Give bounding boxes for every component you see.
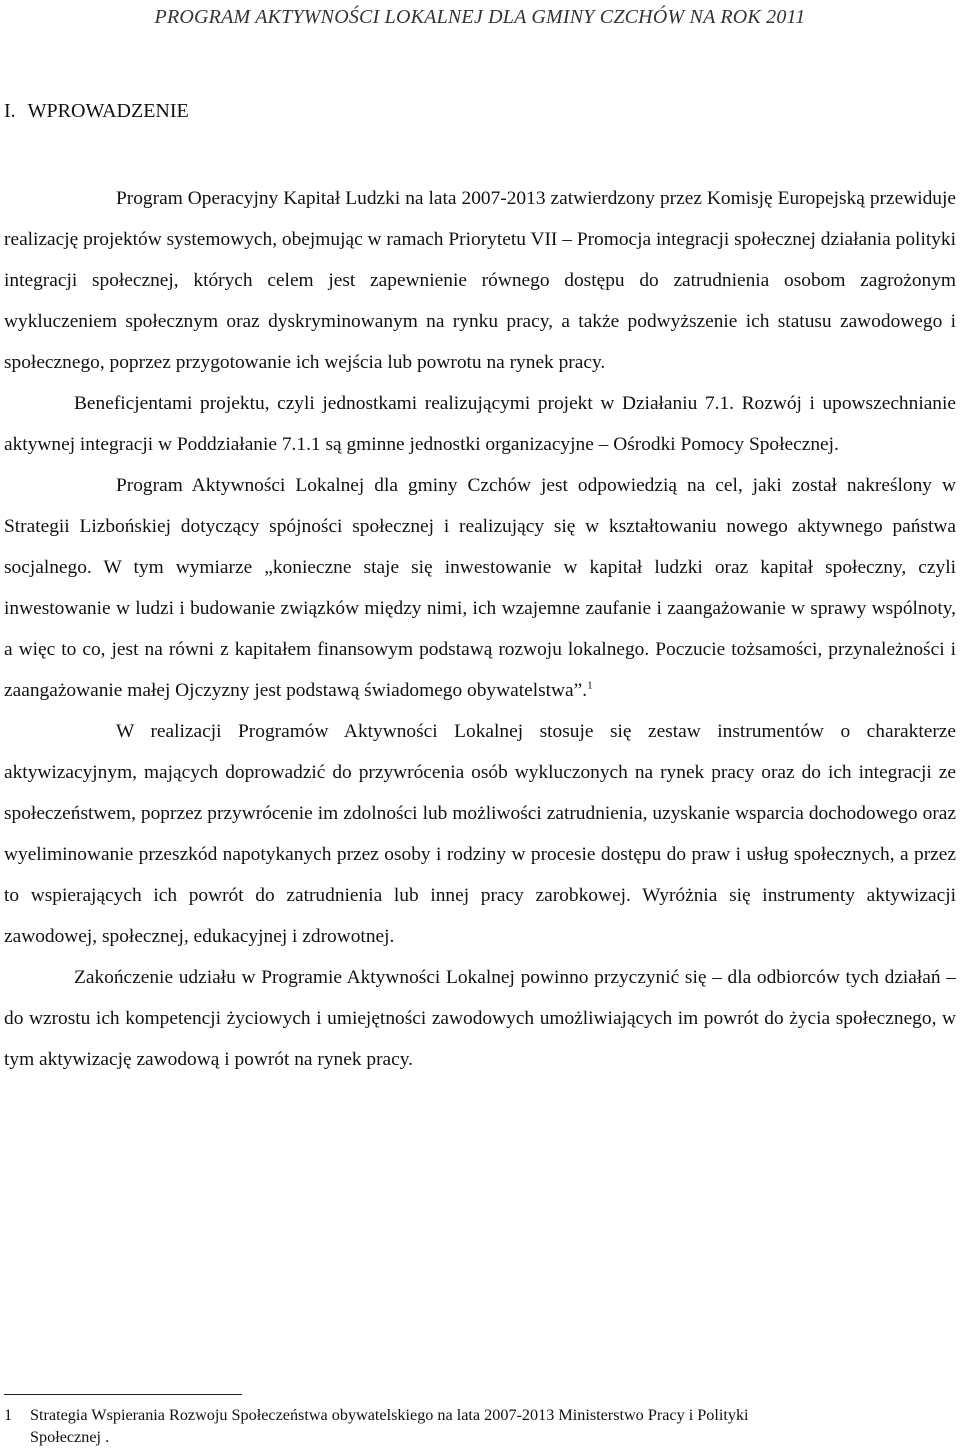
paragraph-2: Beneficjentami projektu, czyli jednostkami realizującymi projekt w Działaniu 7.1. Rozwój i upowszechnianie aktywnej integracji w Poddziałanie 7.1.1 są gminne jednostki organizacyjne – Ośrodki Pomocy Społecznej. <box>4 393 956 455</box>
paragraph-5: Zakończenie udziału w Programie Aktywności Lokalnej powinno przyczynić się – dla odbiorców tych działań – do wzrostu ich kompetencji życiowych i umiejętności zawodowych umożliwiających im powrót do życia społecznego, w tym aktywizację zawodową i powrót na rynek pracy. <box>4 967 956 1070</box>
footnote <box>4 1404 944 1448</box>
paragraph-3 <box>4 465 956 711</box>
paragraph-1: Program Operacyjny Kapitał Ludzki na lata 2007-2013 zatwierdzony przez Komisję Europejską przewiduje realizację projektów systemowych, obejmując w ramach Priorytetu VII – Promocja integracji społecznej działania polityki integracji społecznej, których celem jest zapewnienie równego dostępu do zatrudnienia osobom zagrożonym wykluczeniem społecznym oraz dyskryminowanym na rynku pracy, a także podwyższenie ich statusu zawodowego i społecznego, poprzez przygotowanie ich wejścia lub powrotu na rynek pracy. <box>4 188 956 373</box>
section-heading <box>4 98 189 124</box>
footnote-separator <box>4 1394 242 1395</box>
body-text <box>4 178 956 1080</box>
section-number: I. <box>4 100 16 122</box>
footnote-number: 1 <box>4 1406 13 1424</box>
running-header: PROGRAM AKTYWNOŚCI LOKALNEJ DLA GMINY CZCHÓW NA ROK 2011 <box>154 6 806 28</box>
paragraph-3-text: Program Aktywności Lokalnej dla gminy Czchów jest odpowiedzią na cel, jaki został nakreślony w Strategii Lizbońskiej dotyczący spójności społecznej i realizujący się w kształtowaniu nowego aktywnego państwa socjalnego. W tym wymiarze „konieczne staje się inwestowanie w kapitał ludzki oraz kapitał społeczny, czyli inwestowanie w ludzi i budowanie związków między nimi, ich wzajemne zaufanie i zaangażowanie w sprawy wspólnoty, a więc to co, jest na równi z kapitałem finansowym podstawą rozwoju lokalnego. Poczucie tożsamości, przynależności i zaangażowanie małej Ojczyzny jest podstawą świadomego obywatelstwa”. <box>4 475 956 701</box>
footnote-line-1: Strategia Wspierania Rozwoju Społeczeństwa obywatelskiego na lata 2007-2013 Ministerstwo Pracy i Polityki <box>30 1406 749 1424</box>
section-title: WPROWADZENIE <box>27 100 189 122</box>
footnote-line-2: Społecznej . <box>30 1428 110 1446</box>
paragraph-4: W realizacji Programów Aktywności Lokalnej stosuje się zestaw instrumentów o charakterze aktywizacyjnym, mających doprowadzić do przywrócenia osób wykluczonych na rynek pracy oraz do ich integracji ze społeczeństwem, poprzez przywrócenie im zdolności lub możliwości zatrudnienia, uzyskanie wsparcia dochodowego oraz wyeliminowanie przeszkód napotykanych przez osoby i rodziny w procesie dostępu do praw i usług społecznych, a przez to wspierających ich powrót do zatrudnienia lub innej pracy zarobkowej. Wyróżnia się instrumenty aktywizacji zawodowej, społecznej, edukacyjnej i zdrowotnej. <box>4 721 956 947</box>
footnote-reference: 1 <box>587 679 593 692</box>
